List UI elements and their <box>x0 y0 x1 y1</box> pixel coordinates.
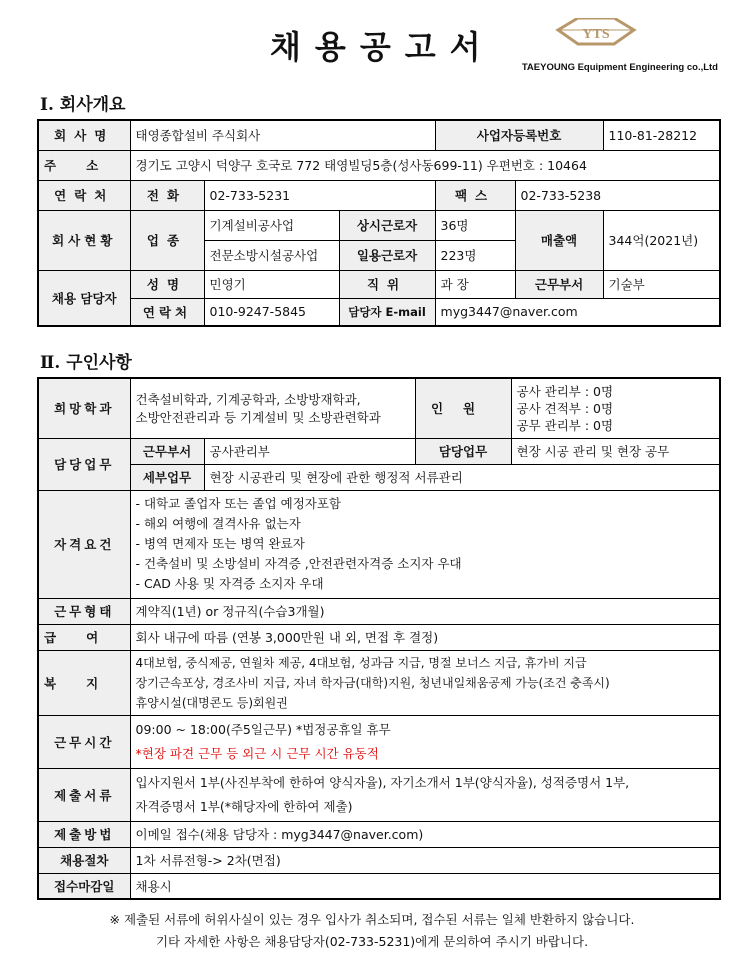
work-type-label: 근무형태 <box>38 598 130 624</box>
work-dept: 공사관리부 <box>204 438 415 464</box>
company-overview-table <box>37 119 721 327</box>
headcount-label: 인원 <box>415 378 511 438</box>
detail-label: 세부업무 <box>130 464 204 490</box>
company-name-label: 회사명 <box>38 120 130 150</box>
company-name: 태영종합설비 주식회사 <box>130 120 435 150</box>
industry-1: 기계설비공사업 <box>204 210 339 240</box>
manager-name: 민영기 <box>204 270 339 298</box>
major-line-2: 소방안전관리과 등 기계설비 및 소방관련학과 <box>135 410 381 426</box>
section-job-details: Ⅱ. 구인사항 <box>40 353 132 373</box>
qualification-4: - 건축설비 및 소방설비 자격증 ,안전관련자격증 소지자 우대 <box>135 556 462 571</box>
daily-workers-label: 일용근로자 <box>339 240 435 270</box>
qualification-label: 자격요건 <box>38 490 130 598</box>
manager-email[interactable]: myg3447@naver.com <box>435 298 720 326</box>
work-dept-label: 근무부서 <box>130 438 204 464</box>
daily-workers: 223명 <box>435 240 515 270</box>
deadline: 채용시 <box>130 873 720 899</box>
manager-phone: 010-9247-5845 <box>204 298 339 326</box>
manager-contact-label: 연락처 <box>130 298 204 326</box>
industry-2: 전문소방시설공사업 <box>204 240 339 270</box>
biz-no: 110-81-28212 <box>603 120 720 150</box>
welfare-line-1: 4대보험, 중식제공, 연월차 제공, 4대보험, 성과금 지급, 명절 보너스 지급, 휴가비 지급 <box>135 655 587 670</box>
documents-line-2: 자격증명서 1부(*해당자에 한하여 제출) <box>135 798 353 814</box>
duty-label: 담당업무 <box>38 438 130 490</box>
biz-no-label: 사업자등록번호 <box>435 120 603 150</box>
footer-note-1: ※ 제출된 서류에 허위사실이 있는 경우 입사가 취소되며, 접수된 서류는 일체 반환하지 않습니다. <box>109 912 635 927</box>
qualification-5: - CAD 사용 및 자격증 소지자 우대 <box>135 576 324 591</box>
hours-label: 근무시간 <box>38 715 130 768</box>
logo-text: YTS <box>582 27 610 42</box>
duty-sub-label: 담당업무 <box>415 438 511 464</box>
duty: 현장 시공 관리 및 현장 공무 <box>511 438 720 464</box>
documents-label: 제출서류 <box>38 768 130 821</box>
address: 경기도 고양시 덕양구 호국로 772 태영빌딩5층(성사동699-11) 우편번호 : 10464 <box>130 150 720 180</box>
manager-email-label: 담당자 E-mail <box>339 298 435 326</box>
status-label: 회사현황 <box>38 210 130 270</box>
hours-line-1: 09:00 ~ 18:00(주5일근무) *법정공휴일 휴무 <box>135 721 391 737</box>
industry-label: 업종 <box>130 210 204 270</box>
deadline-label: 접수마감일 <box>38 873 130 899</box>
manager-label: 채용 담당자 <box>38 270 130 326</box>
manager-position: 과 장 <box>435 270 515 298</box>
welfare-line-2: 장기근속포상, 경조사비 지급, 자녀 학자금(대학)지원, 청년내일채움공제 가능(조건 충족시) <box>135 675 610 690</box>
qualification-2: - 해외 여행에 결격사유 없는자 <box>135 516 301 531</box>
regular-workers-label: 상시근로자 <box>339 210 435 240</box>
phone: 02-733-5231 <box>204 180 435 210</box>
page-title: 채용공고서 <box>270 28 495 66</box>
company-english-name: TAEYOUNG Equipment Engineering co.,Ltd <box>521 62 718 73</box>
manager-name-label: 성명 <box>130 270 204 298</box>
welfare-label: 복지 <box>38 650 130 715</box>
headcount-line-1: 공사 관리부 : 0명 <box>516 383 614 399</box>
method-label: 제출방법 <box>38 821 130 847</box>
salary: 회사 내규에 따름 (연봉 3,000만원 내 외, 면접 후 결정) <box>130 624 720 650</box>
headcount-line-3: 공무 관리부 : 0명 <box>516 417 614 433</box>
process-label: 채용절차 <box>38 847 130 873</box>
sales-label: 매출액 <box>515 210 603 270</box>
fax-label: 팩스 <box>435 180 515 210</box>
hiring-process: 1차 서류전형-> 2차(면접) <box>130 847 720 873</box>
work-type: 계약직(1년) or 정규직(수습3개월) <box>130 598 720 624</box>
submission-method: 이메일 접수(채용 담당자 : myg3447@naver.com) <box>130 821 720 847</box>
manager-position-label: 직위 <box>339 270 435 298</box>
qualification-1: - 대학교 졸업자 또는 졸업 예정자포함 <box>135 496 342 511</box>
job-details-table <box>37 377 721 900</box>
regular-workers: 36명 <box>435 210 515 240</box>
hours-line-2: *현장 파견 근무 등 외근 시 근무 시간 유동적 <box>135 745 379 761</box>
fax: 02-733-5238 <box>515 180 720 210</box>
qualification-3: - 병역 면제자 또는 병역 완료자 <box>135 536 305 551</box>
manager-dept: 기술부 <box>603 270 720 298</box>
address-label: 주소 <box>38 150 130 180</box>
detail: 현장 시공관리 및 현장에 관한 행정적 서류관리 <box>204 464 720 490</box>
section-company-overview: Ⅰ. 회사개요 <box>40 95 126 115</box>
footer-note-2: 기타 자세한 사항은 채용담당자(02-733-5231)에게 문의하여 주시기 바랍니다. <box>155 934 589 949</box>
welfare-line-3: 휴양시설(대명콘도 등)회원권 <box>135 695 288 710</box>
major-label: 희망학과 <box>38 378 130 438</box>
salary-label: 급여 <box>38 624 130 650</box>
sales: 344억(2021년) <box>603 210 720 270</box>
major-line-1: 건축설비학과, 기계공학과, 소방방재학과, <box>135 392 361 408</box>
phone-label: 전화 <box>130 180 204 210</box>
contact-label: 연락처 <box>38 180 130 210</box>
documents-line-1: 입사지원서 1부(사진부착에 한하여 양식자율), 자기소개서 1부(양식자율), 성적증명서 1부, <box>135 774 630 790</box>
headcount-line-2: 공사 견적부 : 0명 <box>516 400 614 416</box>
manager-dept-label: 근무부서 <box>515 270 603 298</box>
